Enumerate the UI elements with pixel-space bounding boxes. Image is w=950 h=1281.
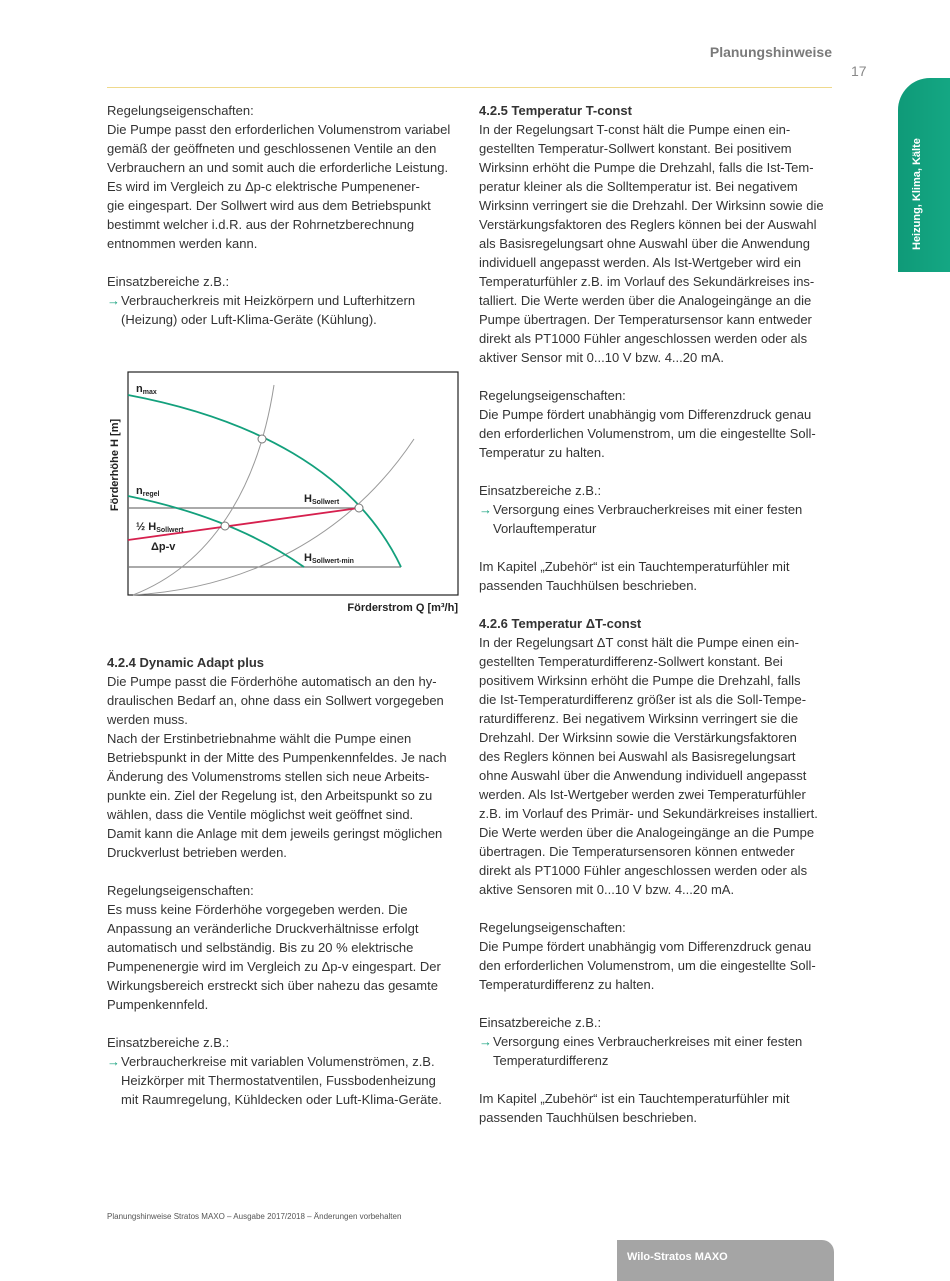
paragraph: In der Regelungsart ΔT const hält die Pumpe einen ein- gestellten Temperaturdifferenz-Sollwert konstant. Bei positivem Wirksinn erhöht die Pumpe die Drehzahl, falls die Ist-Temperaturdifferenz größer ist als die Soll-Tempe- raturdifferenz. Bei negativem Wirksinn verringert sie die Drehzahl. Der Wirksinn sowie die Verstärkungsfaktoren des Reglers können bei Auswahl als Basisregelungsart ohne Auswahl über die Anwendung individuell angepasst werden. Als Ist-Wertgeber werden zwei Temperaturfühler z.B. im Vorlauf des Primär- und Sekundärkreises installiert. Die Werte werden über die Analogeingänge an die Pumpe übertragen. Die Temperatursensoren können entweder direkt als PT1000 Fühler angeschlossen werden oder als aktive Sensoren mit 0...10 V bzw. 4...20 mA. [479,635,818,897]
section-title: Planungshinweise [709,44,832,60]
paragraph: Die Pumpe passt den erforderlichen Volumenstrom variabel gemäß der geöffneten und geschlossenen Ventile an den Verbrauchern an und somit auch die erforderliche Leistung. Es wird im Vergleich zu Δp-c elektrische Pumpenener- gie eingespart. Der Sollwert wird aus dem Betriebspunkt bestimmt welcher i.d.R. aus der Rohrnetzberechnung entnommen werden kann. [107,122,451,251]
y-axis-label: Förderhöhe H [m] [109,418,121,512]
bullet-text: Verbraucherkreise mit variablen Volumenströmen, z.B. Heizkörper mit Thermostatventilen, Fussbodenheizung mit Raumregelung, Kühldecken oder Luft-Klima-Geräte. [121,1054,442,1107]
left-column-top [107,101,450,329]
paragraph: Die Pumpe fördert unabhängig vom Differenzdruck genau den erforderlichen Volumenstrom, um die eingestellte Soll- Temperaturdifferenz zu halten. [479,939,816,992]
operating-point [221,522,229,530]
arrow-icon: → [479,502,492,517]
label: Einsatzbereiche z.B.: [479,483,602,498]
bullet-item [479,1032,824,1070]
operating-point [355,504,363,512]
paragraph: Es muss keine Förderhöhe vorgegeben werden. Die Anpassung an veränderliche Druckverhältnisse erfolgt automatisch und selbständig. Bis zu 20 % elektrische Pumpenenergie wird im Vergleich zu Δp-v eingespart. Der Wirkungsbereich erstreckt sich über nahezu das gesamte Pumpenkennfeld. [107,902,441,1012]
arrow-icon: → [107,1054,120,1069]
left-column-bottom [107,653,447,1109]
paragraph: Im Kapitel „Zubehör“ ist ein Tauchtemperaturfühler mit passenden Tauchhülsen beschrieben. [479,559,790,593]
label: Regelungseigenschaften: [107,103,254,118]
header-divider [107,87,832,88]
nmax-label: nmax [136,383,157,396]
pump-curve-diagram [100,360,470,620]
h-sollwert-label: HSollwert [304,493,340,506]
section-heading-4-2-4: 4.2.4 Dynamic Adapt plus [107,655,265,670]
x-axis-label: Förderstrom Q [m³/h] [347,602,458,614]
product-tab[interactable] [617,1240,834,1281]
bullet-item [479,500,824,538]
label: Regelungseigenschaften: [107,883,254,898]
label: Einsatzbereiche z.B.: [107,1035,230,1050]
arrow-icon: → [479,1034,492,1049]
bullet-text: Verbraucherkreis mit Heizkörpern und Lufterhitzern (Heizung) oder Luft-Klima-Geräte (Kühlung). [121,293,416,327]
section-heading-4-2-6: 4.2.6 Temperatur ΔT-const [479,616,642,631]
label: Regelungseigenschaften: [479,388,626,403]
dpv-line [128,508,359,540]
footer-text: Planungshinweise Stratos MAXO – Ausgabe 2017/2018 – Änderungen vorbehalten [107,1212,402,1221]
paragraph: In der Regelungsart T-const hält die Pumpe einen ein- gestellten Temperatur-Sollwert konstant. Bei positivem Wirksinn erhöht die Pumpe die Drehzahl, falls die Ist-Tem- peratur kleiner als die Solltemperatur ist. Bei negativem Wirksinn verringert sie die Drehzahl. Der Wirksinn sowie die Verstärkungsfaktoren des Reglers können bei der Auswahl als Basisregelungsart ohne Auswahl über die Anwendung individuell angepasst werden. Als Ist-Wertgeber wird ein Temperaturfühler z.B. im Vorlauf des Sekundärkreises ins- talliert. Die Werte werden über die Analogeingänge an die Pumpe übertragen. Der Temperatursensor kann entweder direkt als PT1000 Fühler angeschlossen werden oder als aktiver Sensor mit 0...10 V bzw. 4...20 mA. [479,122,824,365]
dpv-label: Δp-v [151,541,176,553]
label: Einsatzbereiche z.B.: [479,1015,602,1030]
operating-point [258,435,266,443]
product-tab-label: Wilo-Stratos MAXO [627,1251,728,1263]
paragraph: Die Pumpe passt die Förderhöhe automatisch an den hy- draulischen Bedarf an, ohne dass ein Sollwert vorgegeben werden muss. Nach der Erstinbetriebnahme wählt die Pumpe einen Betriebspunkt in der Mitte des Pumpenkennfeldes. Je nach Änderung des Volumenstroms stellen sich neue Arbeits- punkte ein. Ziel der Regelung ist, den Arbeitspunkt so zu wählen, dass die Ventile möglichst weit geöffnet sind. Damit kann die Anlage mit dem jeweils geringst möglichen Druckverlust betrieben werden. [107,674,447,860]
nregel-label: nregel [136,485,160,498]
bullet-text: Versorgung eines Verbraucherkreises mit einer festen Vorlauftemperatur [493,502,803,536]
paragraph: Im Kapitel „Zubehör“ ist ein Tauchtemperaturfühler mit passenden Tauchhülsen beschrieben. [479,1091,790,1125]
right-column [479,101,824,1146]
label: Regelungseigenschaften: [479,920,626,935]
arrow-icon: → [107,293,120,308]
bullet-text: Versorgung eines Verbraucherkreises mit einer festen Temperaturdifferenz [493,1034,803,1068]
bullet-item [107,1052,447,1109]
half-h-sollwert-label: ½ HSollwert [136,521,184,534]
paragraph: Die Pumpe fördert unabhängig vom Differenzdruck genau den erforderlichen Volumenstrom, um die eingestellte Soll- Temperatur zu halten. [479,407,816,460]
label: Einsatzbereiche z.B.: [107,274,230,289]
chapter-side-tab[interactable] [898,78,950,272]
bullet-item [107,291,450,329]
system-curve-1 [133,385,274,595]
side-tab-label: Heizung, Klima, Kälte [911,138,923,250]
page-number: 17 [851,63,867,79]
h-sollwert-min-label: HSollwert-min [304,552,354,565]
section-heading-4-2-5: 4.2.5 Temperatur T-const [479,103,632,118]
